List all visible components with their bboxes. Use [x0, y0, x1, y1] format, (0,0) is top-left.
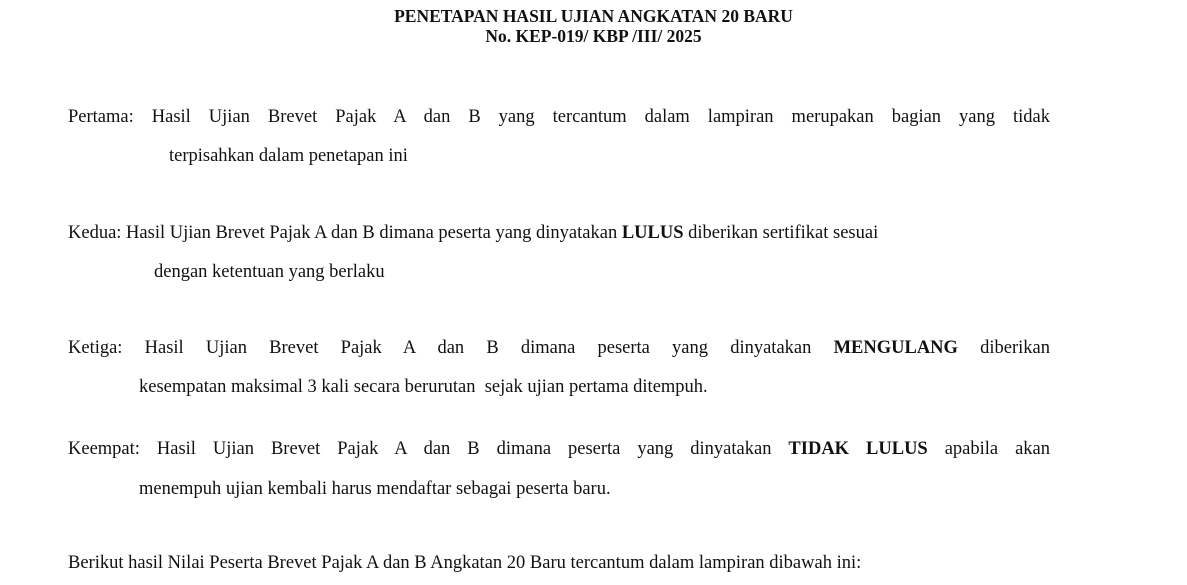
closing-statement: Berikut hasil Nilai Peserta Brevet Pajak A dan B Angkatan 20 Baru tercantum dalam lampiran dibawah ini:	[68, 553, 862, 573]
clause-ketiga-line1	[68, 337, 1050, 359]
clause-ketiga-text-end: diberikan	[957, 338, 1050, 358]
clause-kedua-line1	[68, 222, 878, 244]
clause-pertama-line2: terpisahkan dalam penetapan ini	[169, 146, 408, 166]
clause-keempat-line1	[68, 438, 1050, 460]
document-title: PENETAPAN HASIL UJIAN ANGKATAN 20 BARU	[394, 6, 793, 26]
clause-ketiga-text: Ketiga: Hasil Ujian Brevet Pajak A dan B dimana peserta yang dinyatakan	[68, 338, 834, 358]
clause-kedua-text: Kedua: Hasil Ujian Brevet Pajak A dan B dimana peserta yang dinyatakan	[68, 223, 622, 243]
clause-pertama-line1: Pertama: Hasil Ujian Brevet Pajak A dan B yang tercantum dalam lampiran merupakan bagian yang tidak	[68, 107, 1050, 127]
document-number: No. KEP-019/ KBP /III/ 2025	[485, 26, 702, 46]
clause-kedua-text-end: diberikan sertifikat sesuai	[683, 223, 879, 243]
clause-kedua-line2: dengan ketentuan yang berlaku	[154, 262, 385, 282]
status-tidak-lulus: TIDAK LULUS	[788, 439, 928, 459]
status-mengulang: MENGULANG	[833, 338, 958, 358]
clause-ketiga-line2: kesempatan maksimal 3 kali secara berurutan sejak ujian pertama ditempuh.	[139, 377, 708, 397]
clause-keempat-text-end: apabila akan	[927, 439, 1051, 459]
clause-keempat-line2: menempuh ujian kembali harus mendaftar sebagai peserta baru.	[139, 479, 611, 499]
clause-keempat-text: Keempat: Hasil Ujian Brevet Pajak A dan B dimana peserta yang dinyatakan	[68, 439, 789, 459]
status-lulus: LULUS	[621, 223, 684, 243]
